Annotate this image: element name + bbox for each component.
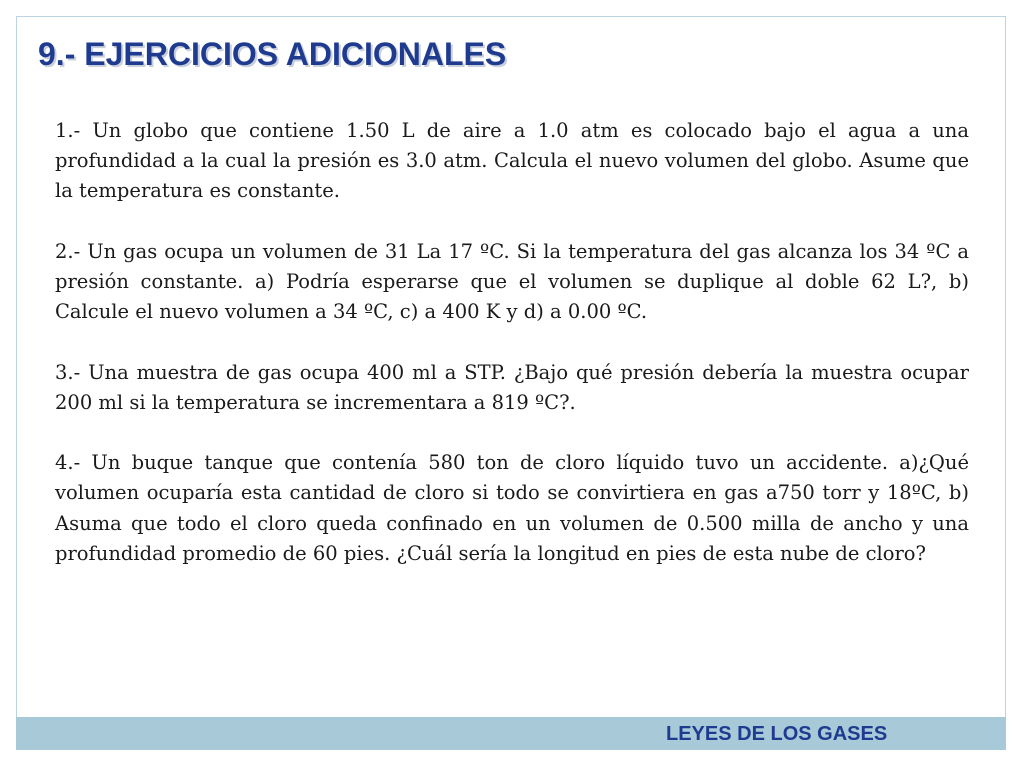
slide-title: 9.- EJERCICIOS ADICIONALES [38, 36, 507, 72]
exercise-list [55, 116, 969, 599]
footer-label: LEYES DE LOS GASES [666, 723, 888, 745]
exercise-4: 4.- Un buque tanque que contenía 580 ton de cloro líquido tuvo un accidente. a)¿Qué volumen ocuparía esta cantidad de cloro si todo se convirtiera en gas a750 torr y 18ºC, b) Asuma que todo el cloro queda confinado en un volumen de 0.500 milla de ancho y una profundidad promedio de 60 pies. ¿Cuál sería la longitud en pies de esta nube de cloro? [55, 451, 969, 565]
exercise-2: 2.- Un gas ocupa un volumen de 31 La 17 ºC. Si la temperatura del gas alcanza los 34 ºC a presión constante. a) Podría esperarse que el volumen se duplique al doble 62 L?, b) Calcule el nuevo volumen a 34 ºC, c) a 400 K y d) a 0.00 ºC. [55, 239, 969, 324]
exercise-3: 3.- Una muestra de gas ocupa 400 ml a STP. ¿Bajo qué presión debería la muestra ocupar 200 ml si la temperatura se incrementara a 819 ºC?. [55, 360, 969, 414]
exercise-1: 1.- Un globo que contiene 1.50 L de aire a 1.0 atm es colocado bajo el agua a una profundidad a la cual la presión es 3.0 atm. Calcula el nuevo volumen del globo. Asume que la temperatura es constante. [55, 119, 969, 203]
